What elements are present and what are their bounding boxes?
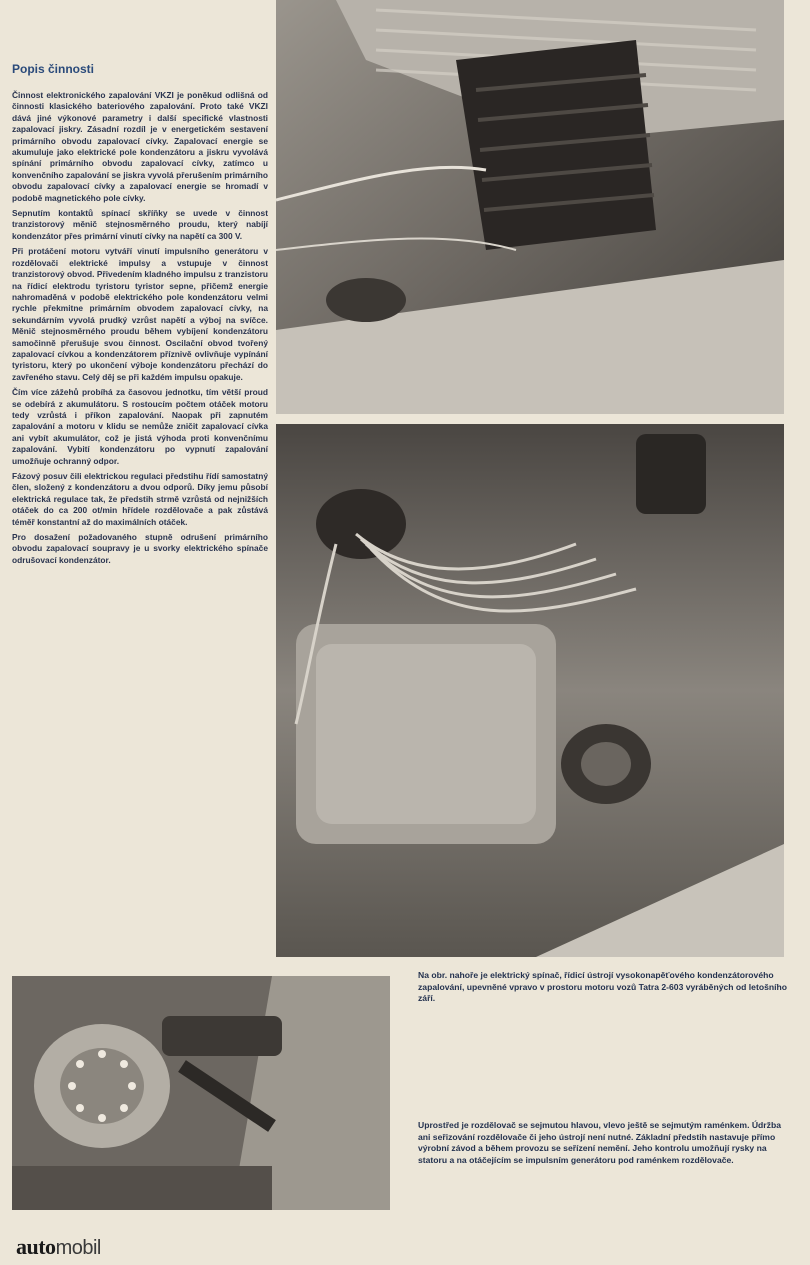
logo-part-auto: auto [16, 1234, 56, 1259]
ignition-switch-unit-photo [276, 0, 784, 414]
paragraph-6: Pro dosažení požadovaného stupně odrušení primárního obvodu zapalovací soupravy je u svorky elektrického spínače odrušovací kondenzátor. [12, 532, 268, 565]
paragraph-2: Sepnutím kontaktů spínací skříňky se uvede v činnost tranzistorový měnič stejnosměrného proudu, který nabíjí kondenzátor přes primární vinutí cívky na napětí ca 300 V. [12, 208, 268, 241]
caption-middle: Uprostřed je rozdělovač se sejmutou hlavou, vlevo ještě se sejmutým raménkem. Údržba ani seřizování rozdělovače či jeho ústrojí není nutné. Základní předstih nastavuje přímo výrobní závod a během provozu se seřízení nemění. Jeho kontrolu umožňují rysky na statoru a na otáčejícím se impulsním generátoru pod raménkem rozdělovače. [418, 1120, 781, 1165]
logo-part-mobil: mobil [55, 1237, 101, 1259]
paragraph-1: Činnost elektronického zapalování VKZI je poněkud odlišná od činnosti klasického bateriového zapalování. Proto také VKZI dává jiné výkonové parametry i další specifické vlastnosti zapalovací jiskry. Zásadní rozdíl je v energetickém sestavení primárního obvodu zapalovací cívky. Zapalovací energie se akumuluje jako elektrické pole kondenzátoru a jiskru vyvolává spínání primárního obvodu zapalovací cívky, zatímco u konvenčního zapalování se jiskra vyvolá přerušením primárního obvodu zapalovací cívky a zapalovací energie se hromadí v podobě magnetického pole cívky. [12, 90, 268, 203]
engine-distributor-photo [276, 424, 784, 957]
article-text-column [12, 62, 268, 570]
paragraph-4: Čím více zážehů probíhá za časovou jednotku, tím větší proud se odebírá z akumulátoru. S rostoucím počtem otáček motoru tedy vzrůstá i příkon zapalování. Naopak při zapnutém zapalování a motoru v klidu se nemůže zničit zapalovací cívka ani vybít akumulátor, což je jistá výhoda proti konvenčnímu zapalování. Vybití kondenzátoru po vypnutí zapalování umožňuje ochranný odpor. [12, 387, 268, 466]
section-title: Popis činnosti [12, 62, 95, 76]
paragraph-3: Při protáčení motoru vytváří vinutí impulsního generátoru v rozdělovači elektrické impulsy a vstupuje v činnost tranzistorový obvod. Přivedením kladného impulsu z tranzistoru na řídicí elektrodu tyristoru tyristor sepne, přičemž energie nahromaděná v podobě elektrického pole kondenzátoru velmi rychle překmitne primárním obvodem zapalovací cívky, na sekundárním vyvolá prudký vzrůst napětí a výboj na svíčce. Měnič stejnosměrného proudu během vybíjení kondenzátoru samočinně přerušuje svou činnost. Oscilační obvod tvořený zapalovací cívkou a kondenzátorem příznivě ovlivňuje vypínání tyristoru, který po ukončení výboje kondenzátoru přechází do zavřeného stavu. Celý děj se při každém impulsu opakuje. [12, 246, 268, 382]
magazine-logo [16, 1234, 101, 1260]
distributor-detail-photo [12, 976, 390, 1210]
caption-top: Na obr. nahoře je elektrický spínač, řídicí ústrojí vysokonapěťového kondenzátorového zapalování, upevněné vpravo v prostoru motoru vozů Tatra 2-603 vyráběných od letošního září. [418, 970, 787, 1004]
paragraph-5: Fázový posuv čili elektrickou regulaci předstihu řídí samostatný člen, složený z kondenzátoru a dvou odporů. Díky jemu působí elektrická regulace tak, že předstih strmě vzrůstá od nejnižších otáček do ca 200 ot/min hřídele rozdělovače a pak zůstává téměř konstantní až do maximálních otáček. [12, 471, 268, 527]
